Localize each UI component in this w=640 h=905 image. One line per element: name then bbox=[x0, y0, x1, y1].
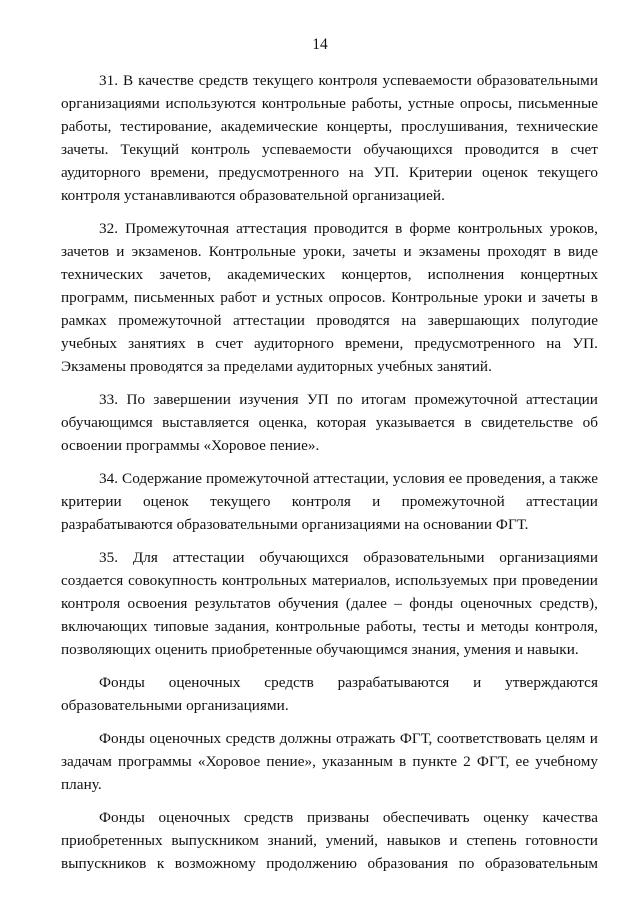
page-number: 14 bbox=[312, 36, 328, 53]
paragraph-35: 35. Для аттестации обучающихся образовательными организациями создается совокупность контрольных материалов, используемых при проведении контроля освоения результатов обучения (далее – фонды оценочных средств), включающих типовые задания, контрольные работы, тесты и методы контроля, позволяющих оценить приобретенные обучающимся знания, умения и навыки. bbox=[61, 549, 598, 658]
paragraph-35-funds-requirements: Фонды оценочных средств должны отражать ФГТ, соответствовать целям и задачам программы «Хоровое пение», указанным в пункте 2 ФГТ, ее учебному плану. bbox=[61, 730, 598, 793]
paragraph-34: 34. Содержание промежуточной аттестации, условия ее проведения, а также критерии оценок текущего контроля и промежуточной аттестации разрабатываются образовательными организациями на основании ФГТ. bbox=[61, 470, 598, 533]
paragraph-35-funds-purpose: Фонды оценочных средств призваны обеспечивать оценку качества приобретенных выпускником знаний, умений, навыков и степень готовности выпускников к возможному продолжению образования по образовательным bbox=[61, 809, 598, 872]
paragraph-32: 32. Промежуточная аттестация проводится в форме контрольных уроков, зачетов и экзаменов. Контрольные уроки, зачеты и экзамены проходят в виде технических зачетов, академических концертов, исполнения концертных программ, письменных работ и устных опросов. Контрольные уроки и зачеты в рамках промежуточной аттестации проводятся на завершающих полугодие учебных занятиях в счет аудиторного времени, предусмотренного на УП. Экзамены проводятся за пределами аудиторных учебных занятий. bbox=[61, 220, 598, 375]
paragraph-31: 31. В качестве средств текущего контроля успеваемости образовательными организациями используются контрольные работы, устные опросы, письменные работы, тестирование, академические концерты, прослушивания, технические зачеты. Текущий контроль успеваемости обучающихся проводится в счет аудиторного времени, предусмотренного на УП. Критерии оценок текущего контроля устанавливаются образовательной организацией. bbox=[61, 72, 598, 204]
document-body bbox=[61, 69, 598, 885]
paragraph-33: 33. По завершении изучения УП по итогам промежуточной аттестации обучающимся выставляется оценка, которая указывается в свидетельстве об освоении программы «Хоровое пение». bbox=[61, 391, 598, 454]
paragraph-35-funds-development: Фонды оценочных средств разрабатываются и утверждаются образовательными организациями. bbox=[61, 674, 598, 714]
